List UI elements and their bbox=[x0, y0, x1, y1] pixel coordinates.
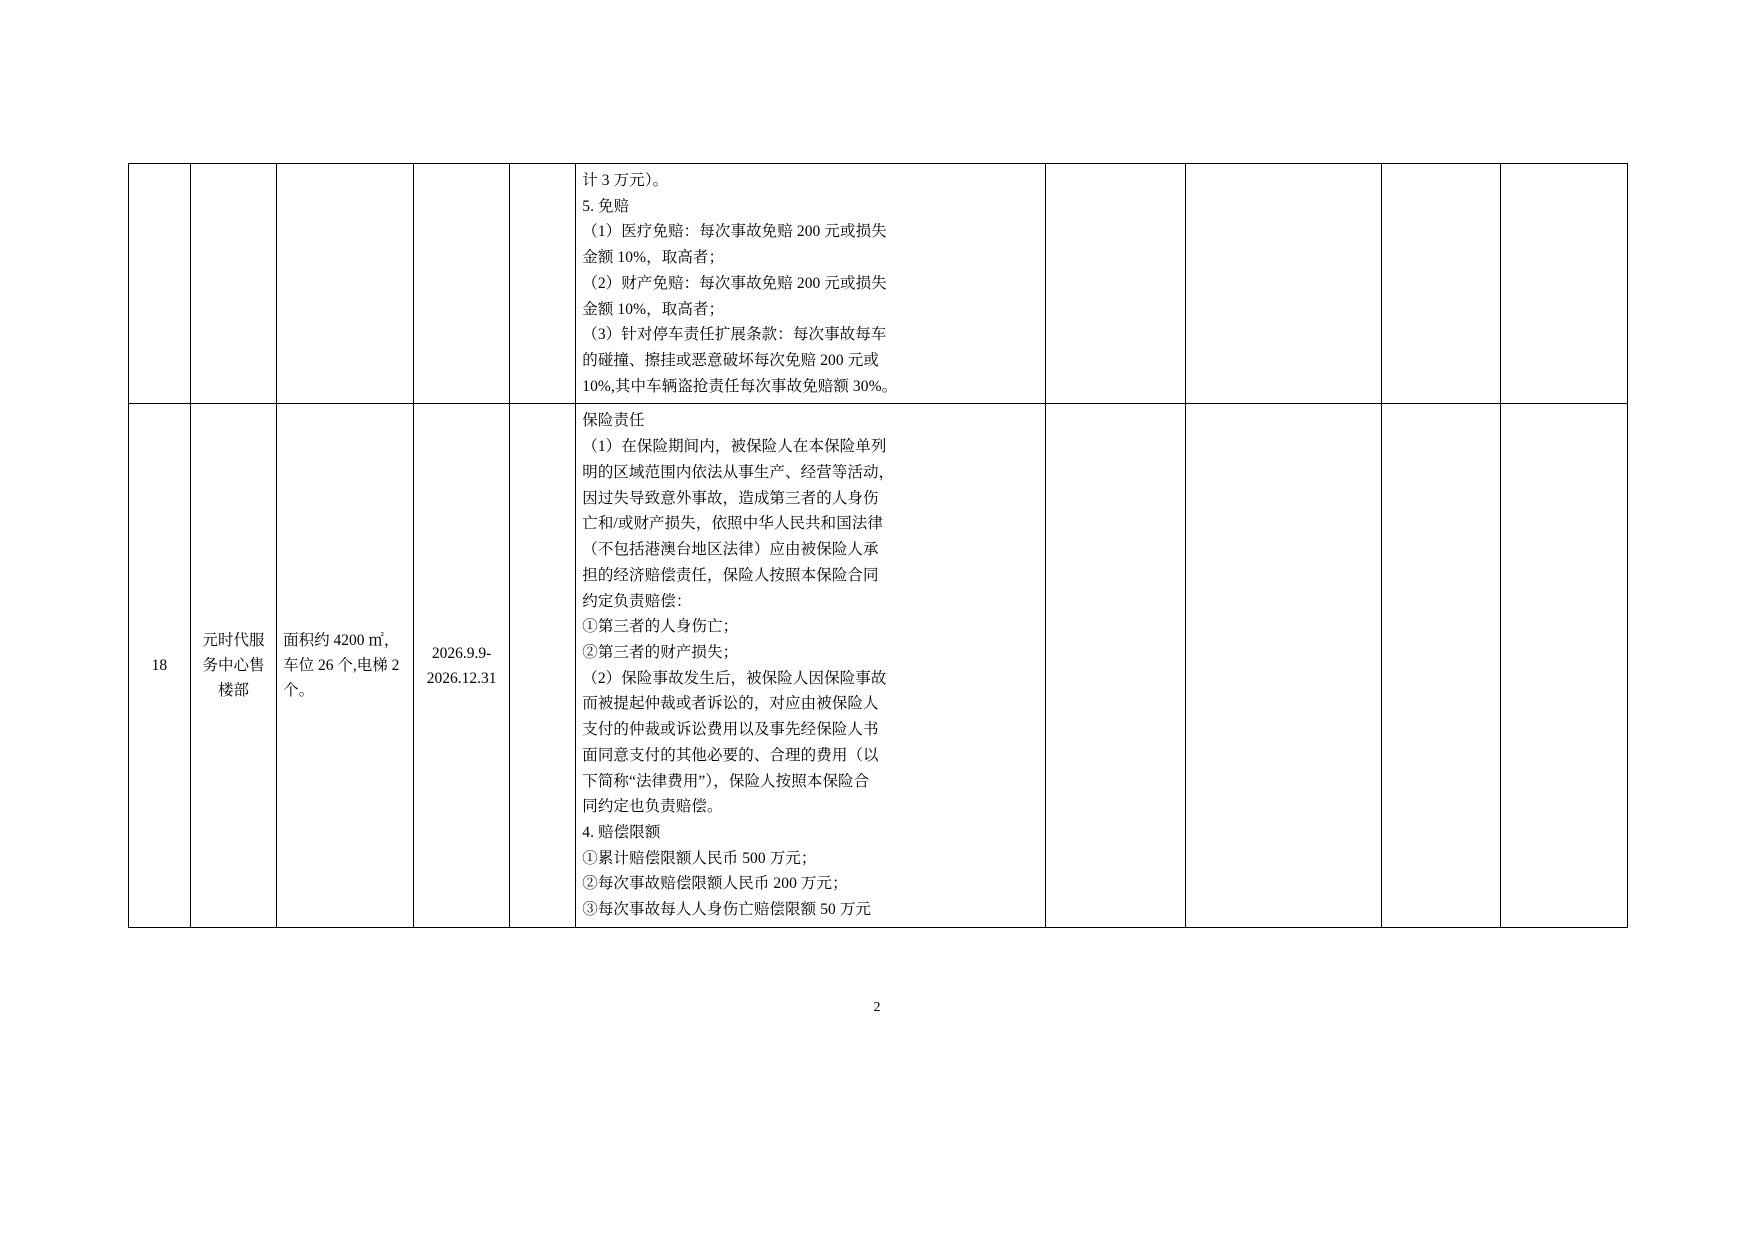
page-number: 2 bbox=[873, 1000, 881, 1015]
coverage-line: 因过失导致意外事故，造成第三者的人身伤 bbox=[582, 489, 879, 507]
cell-area-info: 面积约 4200 ㎡，车位 26 个,电梯 2 个。 bbox=[277, 404, 414, 927]
coverage-line: 保险责任 bbox=[582, 412, 645, 430]
cell-insurance-period bbox=[413, 164, 509, 404]
coverage-line: 的碰撞、擦挂或恶意破坏每次免赔 200 元或 bbox=[582, 352, 879, 370]
cell-area-info bbox=[277, 164, 414, 404]
coverage-line: 计 3 万元）。 bbox=[582, 172, 669, 189]
coverage-line: ②每次事故赔偿限额人民币 200 万元； bbox=[582, 875, 848, 893]
coverage-line: 下简称“法律费用”），保险人按照本保险合 bbox=[582, 772, 870, 790]
cell-blank-5 bbox=[1501, 404, 1628, 927]
cell-blank-1 bbox=[510, 164, 576, 404]
cell-serial-number bbox=[129, 164, 191, 404]
cell-serial-number: 18 bbox=[129, 404, 191, 927]
cell-blank-3 bbox=[1185, 404, 1381, 927]
cell-project-name: 元时代服务中心售楼部 bbox=[190, 404, 276, 927]
coverage-line: 同约定也负责赔偿。 bbox=[582, 798, 723, 816]
table-row bbox=[129, 164, 1628, 404]
cell-project-name bbox=[190, 164, 276, 404]
coverage-line: （2）财产免赔：每次事故免赔 200 元或损失 bbox=[582, 274, 887, 292]
coverage-line: （3）针对停车责任扩展条款：每次事故每车 bbox=[582, 326, 887, 344]
cell-blank-3 bbox=[1185, 164, 1381, 404]
coverage-line: 10%,其中车辆盗抢责任每次事故免赔额 30%。 bbox=[582, 377, 898, 395]
coverage-line: 面同意支付的其他必要的、合理的费用（以 bbox=[582, 746, 879, 764]
coverage-line: 而被提起仲裁或者诉讼的，对应由被保险人 bbox=[582, 695, 879, 713]
coverage-line: 支付的仲裁或诉讼费用以及事先经保险人书 bbox=[582, 721, 879, 739]
coverage-line: （1）医疗免赔：每次事故免赔 200 元或损失 bbox=[582, 223, 887, 241]
table-row bbox=[129, 404, 1628, 927]
coverage-lines-row-2 bbox=[582, 408, 1039, 922]
cell-blank-2 bbox=[1045, 404, 1185, 927]
cell-blank-4 bbox=[1381, 404, 1501, 927]
coverage-line: 金额 10%，取高者； bbox=[582, 300, 725, 318]
cell-blank-1 bbox=[510, 404, 576, 927]
coverage-line: ①累计赔偿限额人民币 500 万元； bbox=[582, 849, 817, 867]
coverage-line: （1）在保险期间内，被保险人在本保险单列 bbox=[582, 438, 887, 456]
coverage-line: 亡和/或财产损失，依照中华人民共和国法律 bbox=[582, 515, 884, 533]
coverage-line: ①第三者的人身伤亡； bbox=[582, 618, 739, 636]
cell-blank-5 bbox=[1501, 164, 1628, 404]
coverage-line: 4. 赔偿限额 bbox=[582, 823, 661, 841]
coverage-line: 约定负责赔偿： bbox=[582, 592, 692, 610]
cell-blank-4 bbox=[1381, 164, 1501, 404]
coverage-lines-row-1 bbox=[582, 168, 1039, 399]
insurance-schedule-table bbox=[128, 163, 1628, 928]
cell-coverage-content bbox=[576, 164, 1046, 404]
cell-blank-2 bbox=[1045, 164, 1185, 404]
coverage-line: ②第三者的财产损失； bbox=[582, 643, 739, 661]
coverage-line: 金额 10%，取高者； bbox=[582, 249, 725, 267]
coverage-line: 5. 免赔 bbox=[582, 197, 630, 215]
coverage-line: 担的经济赔偿责任，保险人按照本保险合同 bbox=[582, 566, 879, 584]
coverage-line: ③每次事故每人人身伤亡赔偿限额 50 万元 bbox=[582, 901, 872, 919]
coverage-line: 明的区域范围内依法从事生产、经营等活动， bbox=[582, 463, 895, 481]
cell-insurance-period: 2026.9.9-2026.12.31 bbox=[413, 404, 509, 927]
coverage-line: （不包括港澳台地区法律）应由被保险人承 bbox=[582, 541, 879, 559]
coverage-line: （2）保险事故发生后，被保险人因保险事故 bbox=[582, 669, 887, 687]
cell-coverage-content bbox=[576, 404, 1046, 927]
